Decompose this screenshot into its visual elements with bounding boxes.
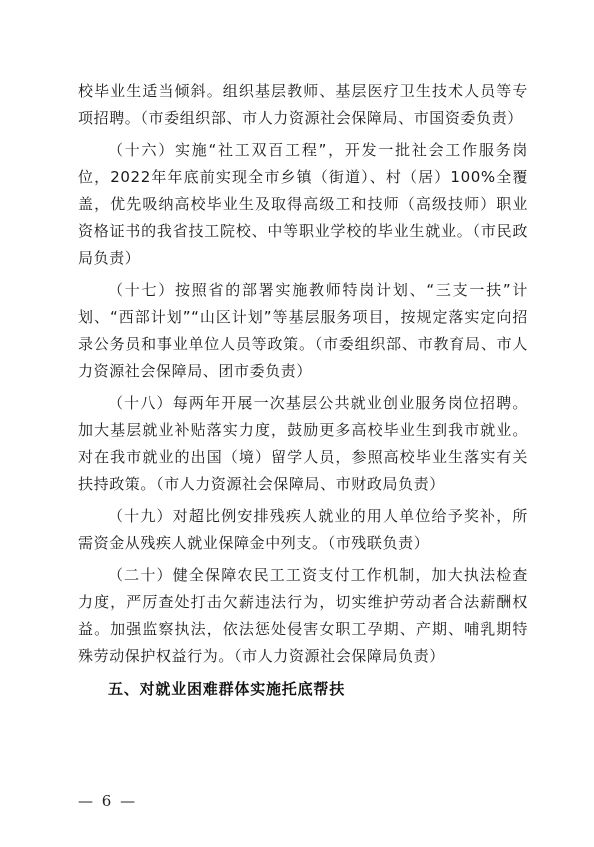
paragraph-item-19: （十九）对超比例安排残疾人就业的用人单位给予奖补，所需资金从残疾人就业保障金中列支。（市残联负责） <box>78 507 528 552</box>
paragraph-item-20: （二十）健全保障农民工工资支付工作机制，加大执法检查力度，严厉查处打击欠薪违法行为，切实维护劳动者合法薪酬权益。加强监察执法，依法惩处侵害女职工孕期、产期、哺乳期特殊劳动保护权益行为。（市人力资源社会保障局负责） <box>78 566 528 665</box>
paragraph-item-17: （十七）按照省的部署实施教师特岗计划、“三支一扶”计划、“西部计划”“山区计划”等基层服务项目，按规定落实定向招录公务员和事业单位人员等政策。（市委组织部、市教育局、市人力资源社会保障局、团市委负责） <box>78 281 528 380</box>
document-body <box>78 78 528 703</box>
section-heading: 五、对就业困难群体实施托底帮扶 <box>108 680 346 698</box>
paragraph-item-16: （十六）实施“社工双百工程”，开发一批社会工作服务岗位，2022年年底前实现全市乡镇（街道）、村（居）100%全覆盖，优先吸纳高校毕业生及取得高级工和技师（高级技师）职业资格证书的我省技工院校、中等职业学校的毕业生就业。（市民政局负责） <box>78 141 528 267</box>
paragraph-continuation: 校毕业生适当倾斜。组织基层教师、基层医疗卫生技术人员等专项招聘。（市委组织部、市人力资源社会保障局、市国资委负责） <box>78 82 528 127</box>
page-number: — 6 — <box>78 792 138 810</box>
paragraph-item-18: （十八）每两年开展一次基层公共就业创业服务岗位招聘。加大基层就业补贴落实力度，鼓励更多高校毕业生到我市就业。对在我市就业的出国（境）留学人员，参照高校毕业生落实有关扶持政策。（市人力资源社会保障局、市财政局负责） <box>78 394 528 493</box>
